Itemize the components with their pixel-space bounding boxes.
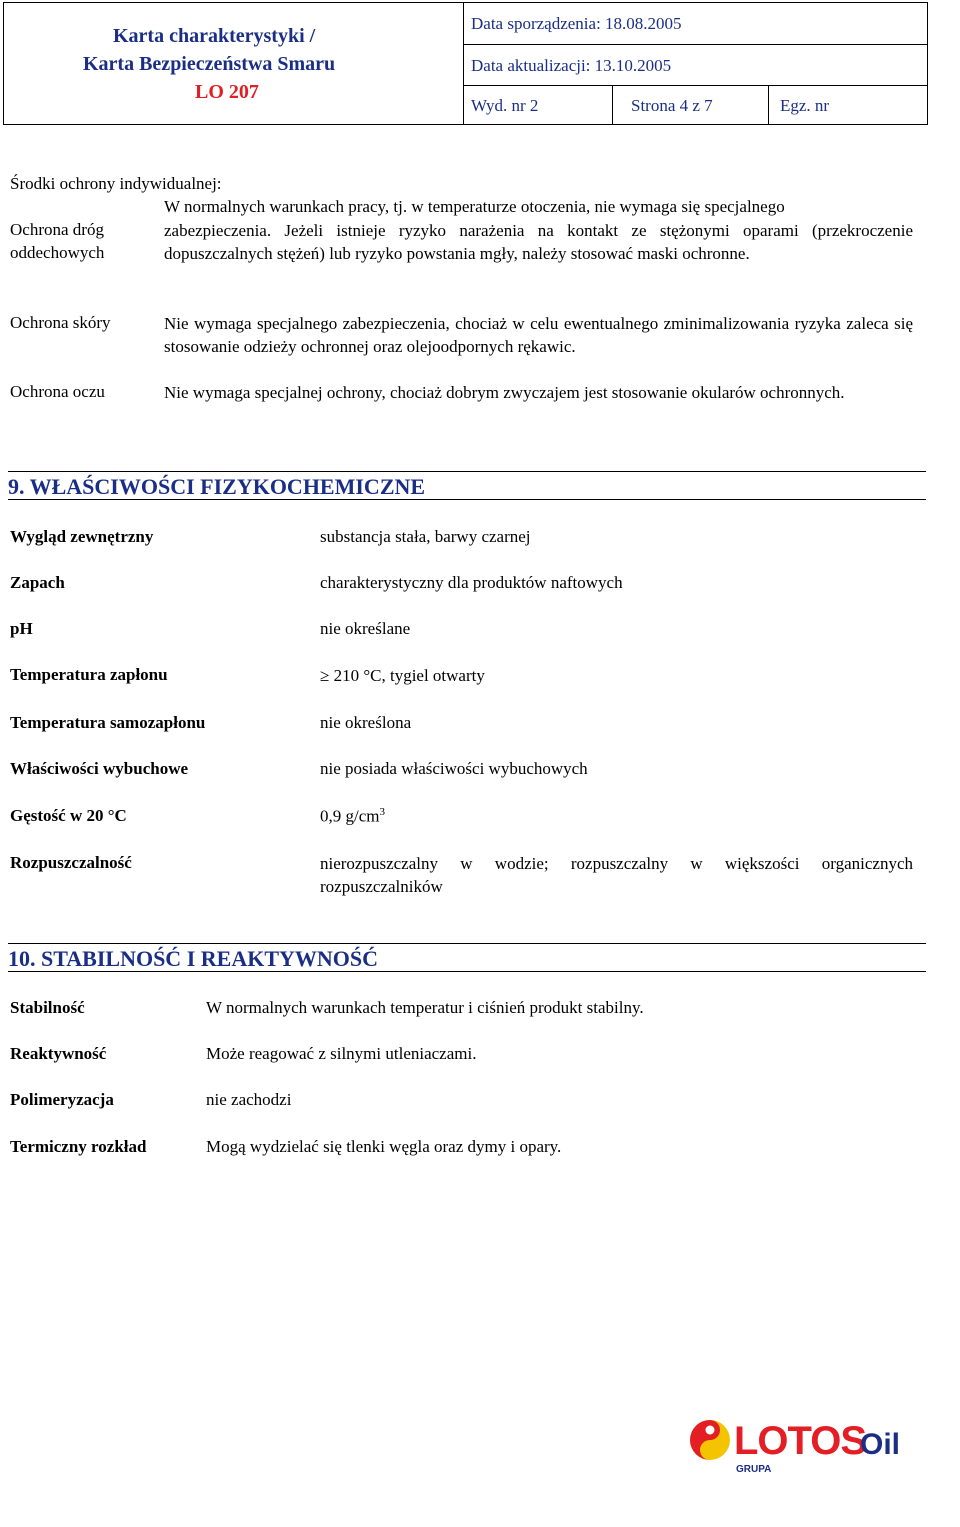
page-number: Strona 4 z 7 <box>631 96 713 115</box>
svg-text:Oil: Oil <box>860 1428 901 1461</box>
header-divider <box>463 3 464 124</box>
skin-label: Ochrona skóry <box>10 313 111 332</box>
section-9-title: 9. WŁAŚCIWOŚCI FIZYKOCHEMICZNE <box>8 474 426 499</box>
respiratory-text: zabezpieczenia. Jeżeli istnieje ryzyko narażenia na kontakt ze stężonymi oparami (przekroczenie dopuszczalnych stężeń) lub ryzyko powstania mgły, należy stosować maski ochronne. <box>164 221 913 263</box>
section-10-title: 10. STABILNOŚĆ I REAKTYWNOŚĆ <box>8 946 379 971</box>
property-label: Zapach <box>10 573 65 592</box>
lotos-emblem-icon <box>688 1410 928 1476</box>
property-label: Temperatura samozapłonu <box>10 713 206 732</box>
document-header <box>3 2 928 125</box>
solubility-label: Rozpuszczalność <box>10 853 132 872</box>
property-value: nie określane <box>320 619 411 638</box>
product-code: LO 207 <box>195 81 259 103</box>
protection-heading: Środki ochrony indywidualnej: <box>10 174 222 193</box>
stability-label: Reaktywność <box>10 1044 107 1063</box>
density-value: 0,9 $g/cm^3$ <box>320 806 385 826</box>
lotos-logo <box>688 1410 928 1476</box>
section-rule <box>8 943 926 944</box>
header-rule <box>463 44 927 45</box>
respiratory-label: oddechowych <box>10 243 105 262</box>
respiratory-label: Ochrona dróg <box>10 220 104 239</box>
edition-number: Wyd. nr 2 <box>471 96 539 115</box>
stability-value: Może reagować z silnymi utleniaczami. <box>206 1044 477 1063</box>
eye-label: Ochrona oczu <box>10 382 105 401</box>
date-created: Data sporządzenia: 18.08.2005 <box>471 14 682 33</box>
stability-label: Polimeryzacja <box>10 1090 114 1109</box>
eye-text: Nie wymaga specjalnej ochrony, chociaż dobrym zwyczajem jest stosowanie okularów ochronnych. <box>164 383 845 402</box>
property-label: Właściwości wybuchowe <box>10 759 189 778</box>
property-label: Wygląd zewnętrzny <box>10 527 154 546</box>
section-rule <box>8 971 926 972</box>
property-value: substancja stała, barwy czarnej <box>320 527 531 546</box>
solubility-value: nierozpuszczalny w wodzie; rozpuszczalny w większości organicznych rozpuszczalników <box>320 854 913 896</box>
property-value: ≥ 210 °C, tygiel otwarty <box>320 666 485 685</box>
copy-number: Egz. nr <box>780 96 830 115</box>
property-value: nie posiada właściwości wybuchowych <box>320 759 588 778</box>
property-value: charakterystyczny dla produktów naftowych <box>320 573 623 592</box>
svg-text:GRUPA: GRUPA <box>736 1464 772 1475</box>
section-rule <box>8 499 926 500</box>
property-label: Temperatura zapłonu <box>10 665 168 684</box>
property-value: nie określona <box>320 713 412 732</box>
stability-value: nie zachodzi <box>206 1090 292 1109</box>
stability-label: Stabilność <box>10 998 85 1017</box>
protection-intro: W normalnych warunkach pracy, tj. w temperaturze otoczenia, nie wymaga się specjalnego <box>164 197 785 216</box>
property-label: pH <box>10 619 33 638</box>
section-rule <box>8 471 926 472</box>
density-label: Gęstość w 20 °C <box>10 806 127 825</box>
stability-label: Termiczny rozkład <box>10 1137 147 1156</box>
document-title: Karta charakterystyki / <box>113 25 316 47</box>
stability-value: Mogą wydzielać się tlenki węgla oraz dymy i opary. <box>206 1137 562 1156</box>
svg-text:LOTOS: LOTOS <box>734 1419 867 1463</box>
header-divider <box>768 85 769 124</box>
skin-text: Nie wymaga specjalnego zabezpieczenia, chociaż w celu ewentualnego zminimalizowania ryzyka zaleca się stosowanie odzieży ochronnej oraz olejoodpornych rękawic. <box>164 314 913 356</box>
header-rule <box>463 85 927 86</box>
header-divider <box>612 85 613 124</box>
date-updated: Data aktualizacji: 13.10.2005 <box>471 56 672 75</box>
stability-value: W normalnych warunkach temperatur i ciśnień produkt stabilny. <box>206 998 644 1017</box>
document-subtitle: Karta Bezpieczeństwa Smaru <box>83 53 336 75</box>
